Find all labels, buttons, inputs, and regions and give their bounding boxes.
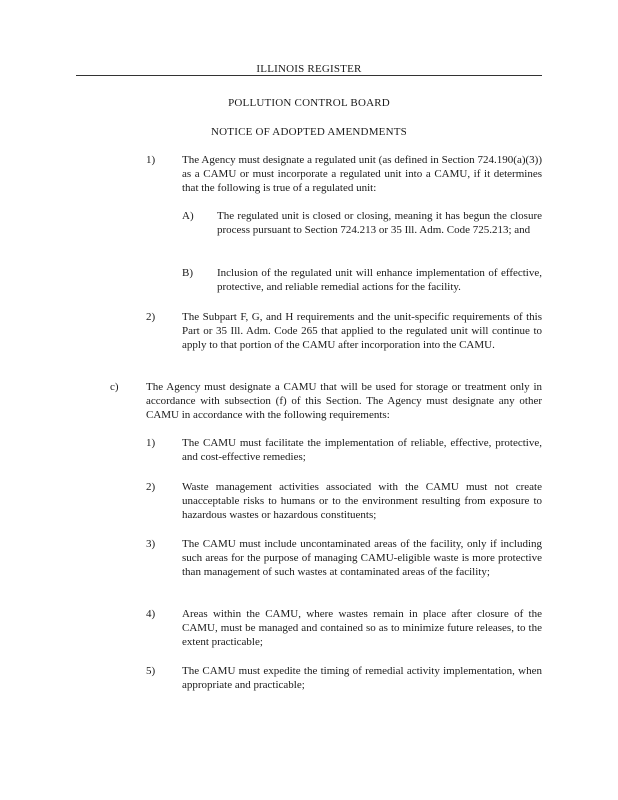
item-number: A) <box>182 210 194 222</box>
register-header: ILLINOIS REGISTER <box>256 63 362 75</box>
item-text: The CAMU must expedite the timing of remedial activity implementation, when appropriate and practicable; <box>182 665 542 691</box>
item-text: The Subpart F, G, and H requirements and the unit-specific requirements of this Part or 35 Ill. Adm. Code 265 that applied to the regulated unit will continue to apply to that portion of the CAMU after incorporation into the CAMU. <box>182 311 542 351</box>
item-number: c) <box>110 381 119 393</box>
item-number: 2) <box>146 481 156 493</box>
item-text: The Agency must designate a CAMU that will be used for storage or treatment only in accordance with subsection (f) of this Section. The Agency must designate any other CAMU in accordance with the following requirements: <box>146 381 542 421</box>
notice-title: NOTICE OF ADOPTED AMENDMENTS <box>211 126 407 138</box>
item-text: Inclusion of the regulated unit will enhance implementation of effective, protective, and reliable remedial actions for the facility. <box>217 267 542 293</box>
header-rule <box>76 75 542 76</box>
item-number: 3) <box>146 538 156 550</box>
item-number: 1) <box>146 437 156 449</box>
item-number: 4) <box>146 608 156 620</box>
item-text: The Agency must designate a regulated unit (as defined in Section 724.190(a)(3)) as a CAMU or must incorporate a regulated unit into a CAMU, if it determines that the following is true of a regulated unit: <box>182 154 542 194</box>
item-text: Areas within the CAMU, where wastes remain in place after closure of the CAMU, must be managed and contained so as to minimize future releases, to the extent practicable; <box>182 608 542 648</box>
item-number: 5) <box>146 665 156 677</box>
item-text: Waste management activities associated with the CAMU must not create unacceptable risks to humans or to the environment resulting from exposure to hazardous wastes or hazardous constituents; <box>182 481 542 521</box>
item-text: The regulated unit is closed or closing, meaning it has begun the closure process pursuant to Section 724.213 or 35 Ill. Adm. Code 725.213; and <box>217 210 542 236</box>
item-number: B) <box>182 267 193 279</box>
item-number: 1) <box>146 154 156 166</box>
item-number: 2) <box>146 311 156 323</box>
item-text: The CAMU must facilitate the implementation of reliable, effective, protective, and cost-effective remedies; <box>182 437 542 463</box>
board-title: POLLUTION CONTROL BOARD <box>228 97 390 109</box>
item-text: The CAMU must include uncontaminated areas of the facility, only if including such areas for the purpose of managing CAMU-eligible waste is more protective than management of such wastes at contaminated areas of the facility; <box>182 538 542 578</box>
